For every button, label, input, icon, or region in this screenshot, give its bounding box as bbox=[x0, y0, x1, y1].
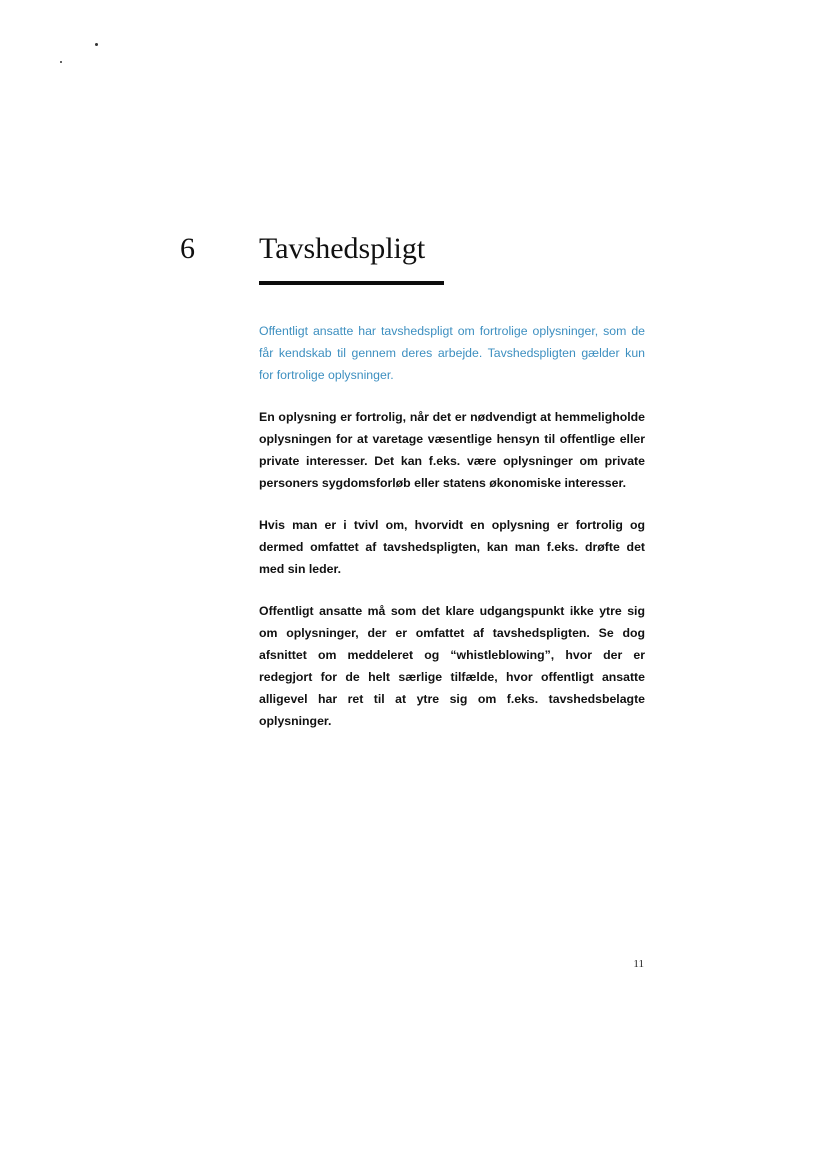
page-number: 11 bbox=[633, 958, 644, 970]
chapter-body bbox=[259, 320, 645, 752]
scan-speck bbox=[95, 43, 98, 46]
chapter-number: 6 bbox=[180, 232, 195, 265]
intro-paragraph: Offentligt ansatte har tavshedspligt om fortrolige oplysninger, som de får kendskab til gennem deres arbejde. Tavshedspligten gælder kun for fortrolige oplysninger. bbox=[259, 324, 645, 382]
definition-paragraph: En oplysning er fortrolig, når det er nødvendigt at hemmeligholde oplysningen for at varetage væsentlige hensyn til offentlige eller private interesser. Det kan f.eks. være oplysninger om private personers sygdomsforløb eller statens økonomiske interesser. bbox=[259, 410, 645, 490]
chapter-title: Tavshedspligt bbox=[259, 232, 426, 265]
scan-speck bbox=[60, 61, 62, 63]
title-underline bbox=[259, 281, 444, 285]
doubt-paragraph: Hvis man er i tvivl om, hvorvidt en oplysning er fortrolig og dermed omfattet af tavshedspligten, kan man f.eks. drøfte det med sin leder. bbox=[259, 518, 645, 576]
starting-point-paragraph: Offentligt ansatte må som det klare udgangspunkt ikke ytre sig om oplysninger, der er omfattet af tavshedspligten. Se dog afsnittet om meddeleret og “whistleblowing”, hvor der er redegjort for de helt særlige tilfælde, hvor offentligt ansatte alligevel har ret til at ytre sig om f.eks. tavshedsbelagte oplysninger. bbox=[259, 604, 645, 728]
